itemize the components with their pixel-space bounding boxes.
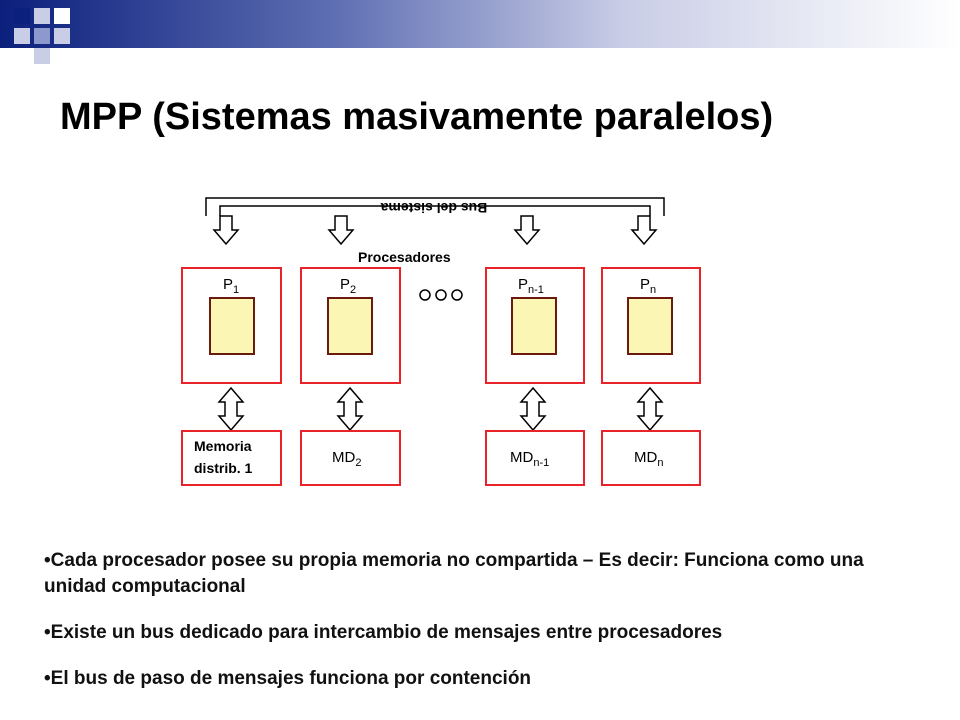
memory-label-n: $MD_n$ <box>634 449 664 469</box>
processor-memory-1 <box>210 298 254 354</box>
processor-label-n: $P_n$ <box>640 276 657 296</box>
bullet-list <box>44 548 924 712</box>
memory-label-n-1: $MD_{n-1}$ <box>510 449 550 469</box>
bus-label: Bus del sistema <box>380 200 488 216</box>
processor-label-n-1: $P_{n-1}$ <box>518 276 544 296</box>
link-arrow-n <box>638 388 662 430</box>
ellipsis-icon <box>420 290 462 300</box>
memory-label-2: $MD_2$ <box>332 449 362 469</box>
processor-label-1: $P_1$ <box>223 276 240 296</box>
bullet-item: • Cada procesador posee su propia memoria no compartida – Es decir: Funciona como una unidad computacional <box>44 548 924 600</box>
processor-memory-2 <box>328 298 372 354</box>
memory-label-1-line1: Memoria <box>194 438 252 454</box>
bus-drop-arrow <box>329 216 353 244</box>
processors-label: Procesadores <box>358 249 451 265</box>
bus-drop-arrow <box>214 216 238 244</box>
bus-drop-arrow <box>515 216 539 244</box>
memory-label-1-line2: distrib. 1 <box>194 460 253 476</box>
processor-memory-n <box>628 298 672 354</box>
processor-memory-n-1 <box>512 298 556 354</box>
bullet-item: • El bus de paso de mensajes funciona por contención <box>44 666 924 692</box>
page-title: MPP (Sistemas masivamente paralelos) <box>60 96 774 138</box>
link-arrow-1 <box>219 388 243 430</box>
bus-drop-arrow <box>632 216 656 244</box>
bullet-item: • Existe un bus dedicado para intercambio de mensajes entre procesadores <box>44 620 924 646</box>
link-arrow-2 <box>338 388 362 430</box>
processor-label-2: $P_2$ <box>340 276 357 296</box>
link-arrow-n-1 <box>521 388 545 430</box>
